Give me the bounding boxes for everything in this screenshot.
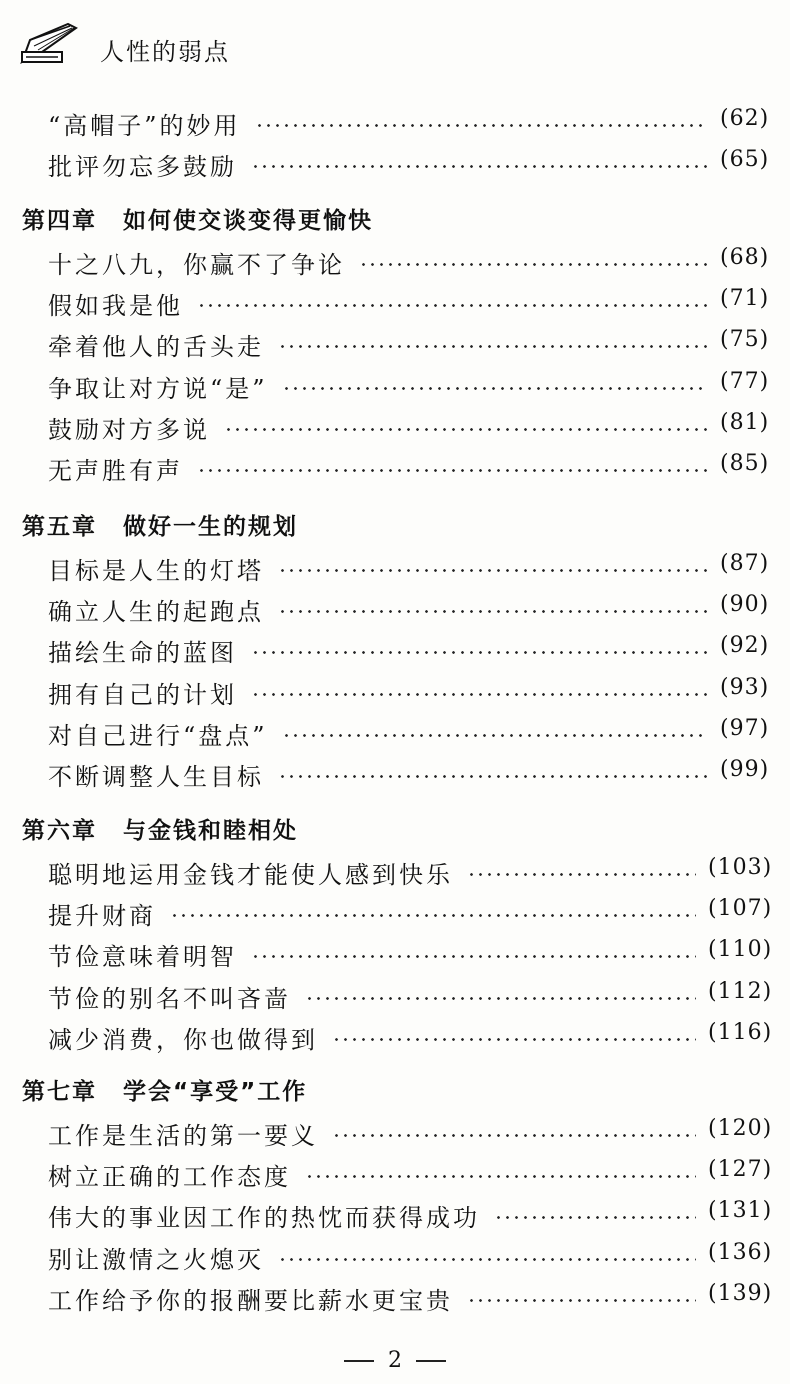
- dot-leader: [251, 651, 708, 654]
- dot-leader: [305, 997, 696, 1000]
- toc-entry-title: 工作是生活的第一要义: [48, 1122, 318, 1150]
- toc-page-number: (90): [720, 592, 770, 617]
- toc-entry-title: 确立人生的起跑点: [48, 598, 264, 626]
- toc-entry-title: 批评勿忘多鼓励: [48, 153, 237, 181]
- toc-entry: [0, 1018, 790, 1058]
- dot-leader: [278, 610, 708, 613]
- toc-entry: [0, 755, 790, 795]
- toc-page-number: (65): [720, 147, 770, 172]
- toc-page-number: (127): [708, 1157, 773, 1182]
- dot-leader: [282, 734, 708, 737]
- toc-entry: [0, 714, 790, 754]
- toc-entry: [0, 853, 790, 893]
- dot-leader: [494, 1216, 696, 1219]
- toc-entry: [0, 325, 790, 365]
- toc-entry: [0, 894, 790, 934]
- toc-entry: [0, 367, 790, 407]
- toc-entry-title: 工作给予你的报酬要比薪水更宝贵: [48, 1287, 453, 1315]
- toc-entry-title: 不断调整人生目标: [48, 763, 264, 791]
- chapter-heading: [22, 1073, 307, 1113]
- toc-page-number: (103): [708, 855, 773, 880]
- toc-page-number: (81): [720, 410, 770, 435]
- toc-entry-title: 鼓励对方多说: [48, 416, 210, 444]
- dot-leader: [251, 693, 708, 696]
- toc-entry-title: 无声胜有声: [48, 457, 183, 485]
- dot-leader: [332, 1134, 696, 1137]
- chapter-title: 学会“享受”工作: [123, 1079, 308, 1105]
- dot-leader: [251, 165, 708, 168]
- toc-entry: [0, 408, 790, 448]
- page-footer: [0, 1348, 790, 1373]
- toc-entry: [0, 284, 790, 324]
- toc-entry: [0, 1238, 790, 1278]
- toc-entry-title: 拥有自己的计划: [48, 681, 237, 709]
- toc-page-number: (136): [708, 1240, 773, 1265]
- chapter-number: 第五章: [22, 514, 97, 540]
- toc-entry: [0, 243, 790, 283]
- toc-page-number: (97): [720, 716, 770, 741]
- chapter-number: 第六章: [22, 818, 97, 844]
- toc-entry-title: 描绘生命的蓝图: [48, 639, 237, 667]
- toc-entry-title: 牵着他人的舌头走: [48, 333, 264, 361]
- toc-page-number: (131): [708, 1198, 773, 1223]
- footer-dash-right: [416, 1360, 446, 1362]
- toc-entry-title: 假如我是他: [48, 292, 183, 320]
- toc-page-number: (110): [708, 937, 773, 962]
- chapter-title: 如何使交谈变得更愉快: [123, 208, 373, 234]
- chapter-number: 第七章: [22, 1079, 97, 1105]
- toc-page-number: (87): [720, 551, 770, 576]
- chapter-heading: [22, 812, 298, 852]
- dot-leader: [255, 124, 708, 127]
- toc-entry-title: 节俭意味着明智: [48, 943, 237, 971]
- toc-entry-title: 目标是人生的灯塔: [48, 557, 264, 585]
- footer-dash-left: [344, 1360, 374, 1362]
- toc-entry-title: 争取让对方说“是”: [48, 375, 268, 403]
- chapter-title: 与金钱和睦相处: [123, 818, 298, 844]
- toc-entry: [0, 590, 790, 630]
- toc-page-number: (68): [720, 245, 770, 270]
- toc-entry: [0, 1114, 790, 1154]
- toc-page-number: (75): [720, 327, 770, 352]
- toc-entry-title: 别让激情之火熄灭: [48, 1246, 264, 1274]
- toc-entry: [0, 935, 790, 975]
- dot-leader: [170, 914, 696, 917]
- toc-entry: [0, 1196, 790, 1236]
- toc-entry-title: 对自己进行“盘点”: [48, 722, 268, 750]
- toc-page-number: (92): [720, 633, 770, 658]
- toc-entry-title: 伟大的事业因工作的热忱而获得成功: [48, 1204, 480, 1232]
- dot-leader: [251, 955, 696, 958]
- toc-page-number: (62): [720, 106, 770, 131]
- dot-leader: [224, 428, 708, 431]
- toc-entry: [0, 1155, 790, 1195]
- dot-leader: [305, 1175, 696, 1178]
- dot-leader: [278, 1258, 696, 1261]
- dot-leader: [282, 387, 708, 390]
- chapter-heading: [22, 508, 298, 548]
- toc-page-number: (116): [708, 1020, 773, 1045]
- toc-entry-title: 减少消费，你也做得到: [48, 1026, 318, 1054]
- dot-leader: [467, 1299, 696, 1302]
- toc-entry-title: 提升财商: [48, 902, 156, 930]
- toc-entry-title: 聪明地运用金钱才能使人感到快乐: [48, 861, 453, 889]
- chapter-title: 做好一生的规划: [123, 514, 298, 540]
- toc-entry-title: 十之八九，你赢不了争论: [48, 251, 345, 279]
- dot-leader: [467, 873, 696, 876]
- toc-page-number: (112): [708, 979, 773, 1004]
- dot-leader: [278, 345, 708, 348]
- toc-entry: [0, 145, 790, 185]
- toc-page-number: (99): [720, 757, 770, 782]
- toc-entry: [0, 449, 790, 489]
- page-number: 2: [388, 1348, 402, 1373]
- toc-page-number: (139): [708, 1281, 773, 1306]
- toc-entry-title: “高帽子”的妙用: [48, 112, 241, 140]
- dot-leader: [197, 304, 708, 307]
- dot-leader: [332, 1038, 696, 1041]
- toc-page-number: (77): [720, 369, 770, 394]
- toc-page-number: (71): [720, 286, 770, 311]
- dot-leader: [359, 263, 708, 266]
- toc-entry: [0, 631, 790, 671]
- dot-leader: [197, 469, 708, 472]
- toc-entry-title: 树立正确的工作态度: [48, 1163, 291, 1191]
- dot-leader: [278, 775, 708, 778]
- dot-leader: [278, 569, 708, 572]
- toc-entry: [0, 1279, 790, 1319]
- toc-page-number: (120): [708, 1116, 773, 1141]
- toc-page-number: (85): [720, 451, 770, 476]
- chapter-heading: [22, 202, 373, 242]
- toc-entry-title: 节俭的别名不叫吝啬: [48, 985, 291, 1013]
- chapter-number: 第四章: [22, 208, 97, 234]
- toc-entry: [0, 673, 790, 713]
- toc-entry: [0, 977, 790, 1017]
- toc-entry: [0, 549, 790, 589]
- toc-page-number: (107): [708, 896, 773, 921]
- book-title: 人性的弱点: [100, 38, 230, 66]
- toc-entry: [0, 104, 790, 144]
- toc-page-number: (93): [720, 675, 770, 700]
